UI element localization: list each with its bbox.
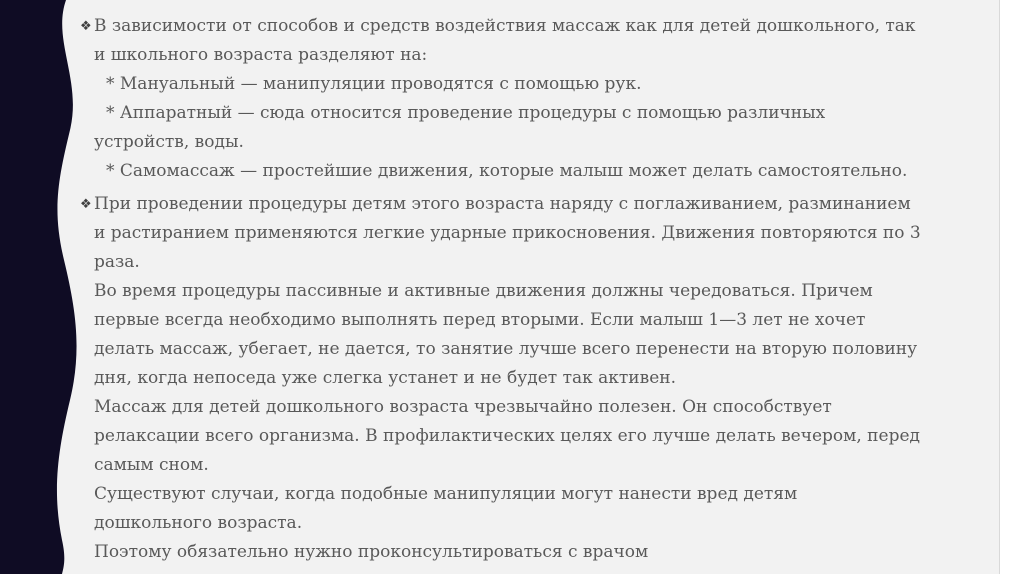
text-line: и школьного возраста разделяют на: — [94, 45, 428, 65]
text-line: релаксации всего организма. В профилактических целях его лучше делать вечером, перед — [94, 426, 920, 446]
text-line: Во время процедуры пассивные и активные движения должны чередоваться. Причем — [94, 281, 873, 301]
wave-decoration — [0, 0, 90, 574]
text-line: Массаж для детей дошкольного возраста чрезвычайно полезен. Он способствует — [94, 397, 832, 417]
right-edge-strip — [999, 0, 1024, 574]
diamond-bullet-icon: ❖ — [80, 197, 92, 212]
text-line: первые всегда необходимо выполнять перед вторыми. Если малыш 1—3 лет не хочет — [94, 310, 866, 330]
text-line: делать массаж, убегает, не дается, то занятие лучше всего перенести на вторую половину — [94, 339, 918, 359]
text-line: * Мануальный — манипуляции проводятся с помощью рук. — [106, 74, 642, 94]
slide-content — [80, 12, 930, 567]
text-line: Существуют случаи, когда подобные манипуляции могут нанести вред детям — [94, 484, 798, 504]
text-line: Поэтому обязательно нужно проконсультироваться с врачом — [94, 542, 649, 562]
text-line: * Самомассаж — простейшие движения, которые малыш может делать самостоятельно. — [106, 161, 908, 181]
text-line: и растиранием применяются легкие ударные прикосновения. Движения повторяются по 3 — [94, 223, 921, 243]
text-line: раза. — [94, 252, 140, 272]
text-line: устройств, воды. — [94, 132, 244, 152]
text-line: * Аппаратный — сюда относится проведение процедуры с помощью различных — [106, 103, 826, 123]
bullet-massage-types — [80, 12, 930, 186]
text-line: дошкольного возраста. — [94, 513, 303, 533]
text-line: В зависимости от способов и средств воздействия массаж как для детей дошкольного, так — [94, 16, 916, 36]
text-line: самым сном. — [94, 455, 209, 475]
text-line: дня, когда непоседа уже слегка устанет и не будет так активен. — [94, 368, 677, 388]
bullet-procedure — [80, 190, 930, 567]
text-line: При проведении процедуры детям этого возраста наряду с поглаживанием, разминанием — [94, 194, 911, 214]
diamond-bullet-icon: ❖ — [80, 19, 92, 34]
